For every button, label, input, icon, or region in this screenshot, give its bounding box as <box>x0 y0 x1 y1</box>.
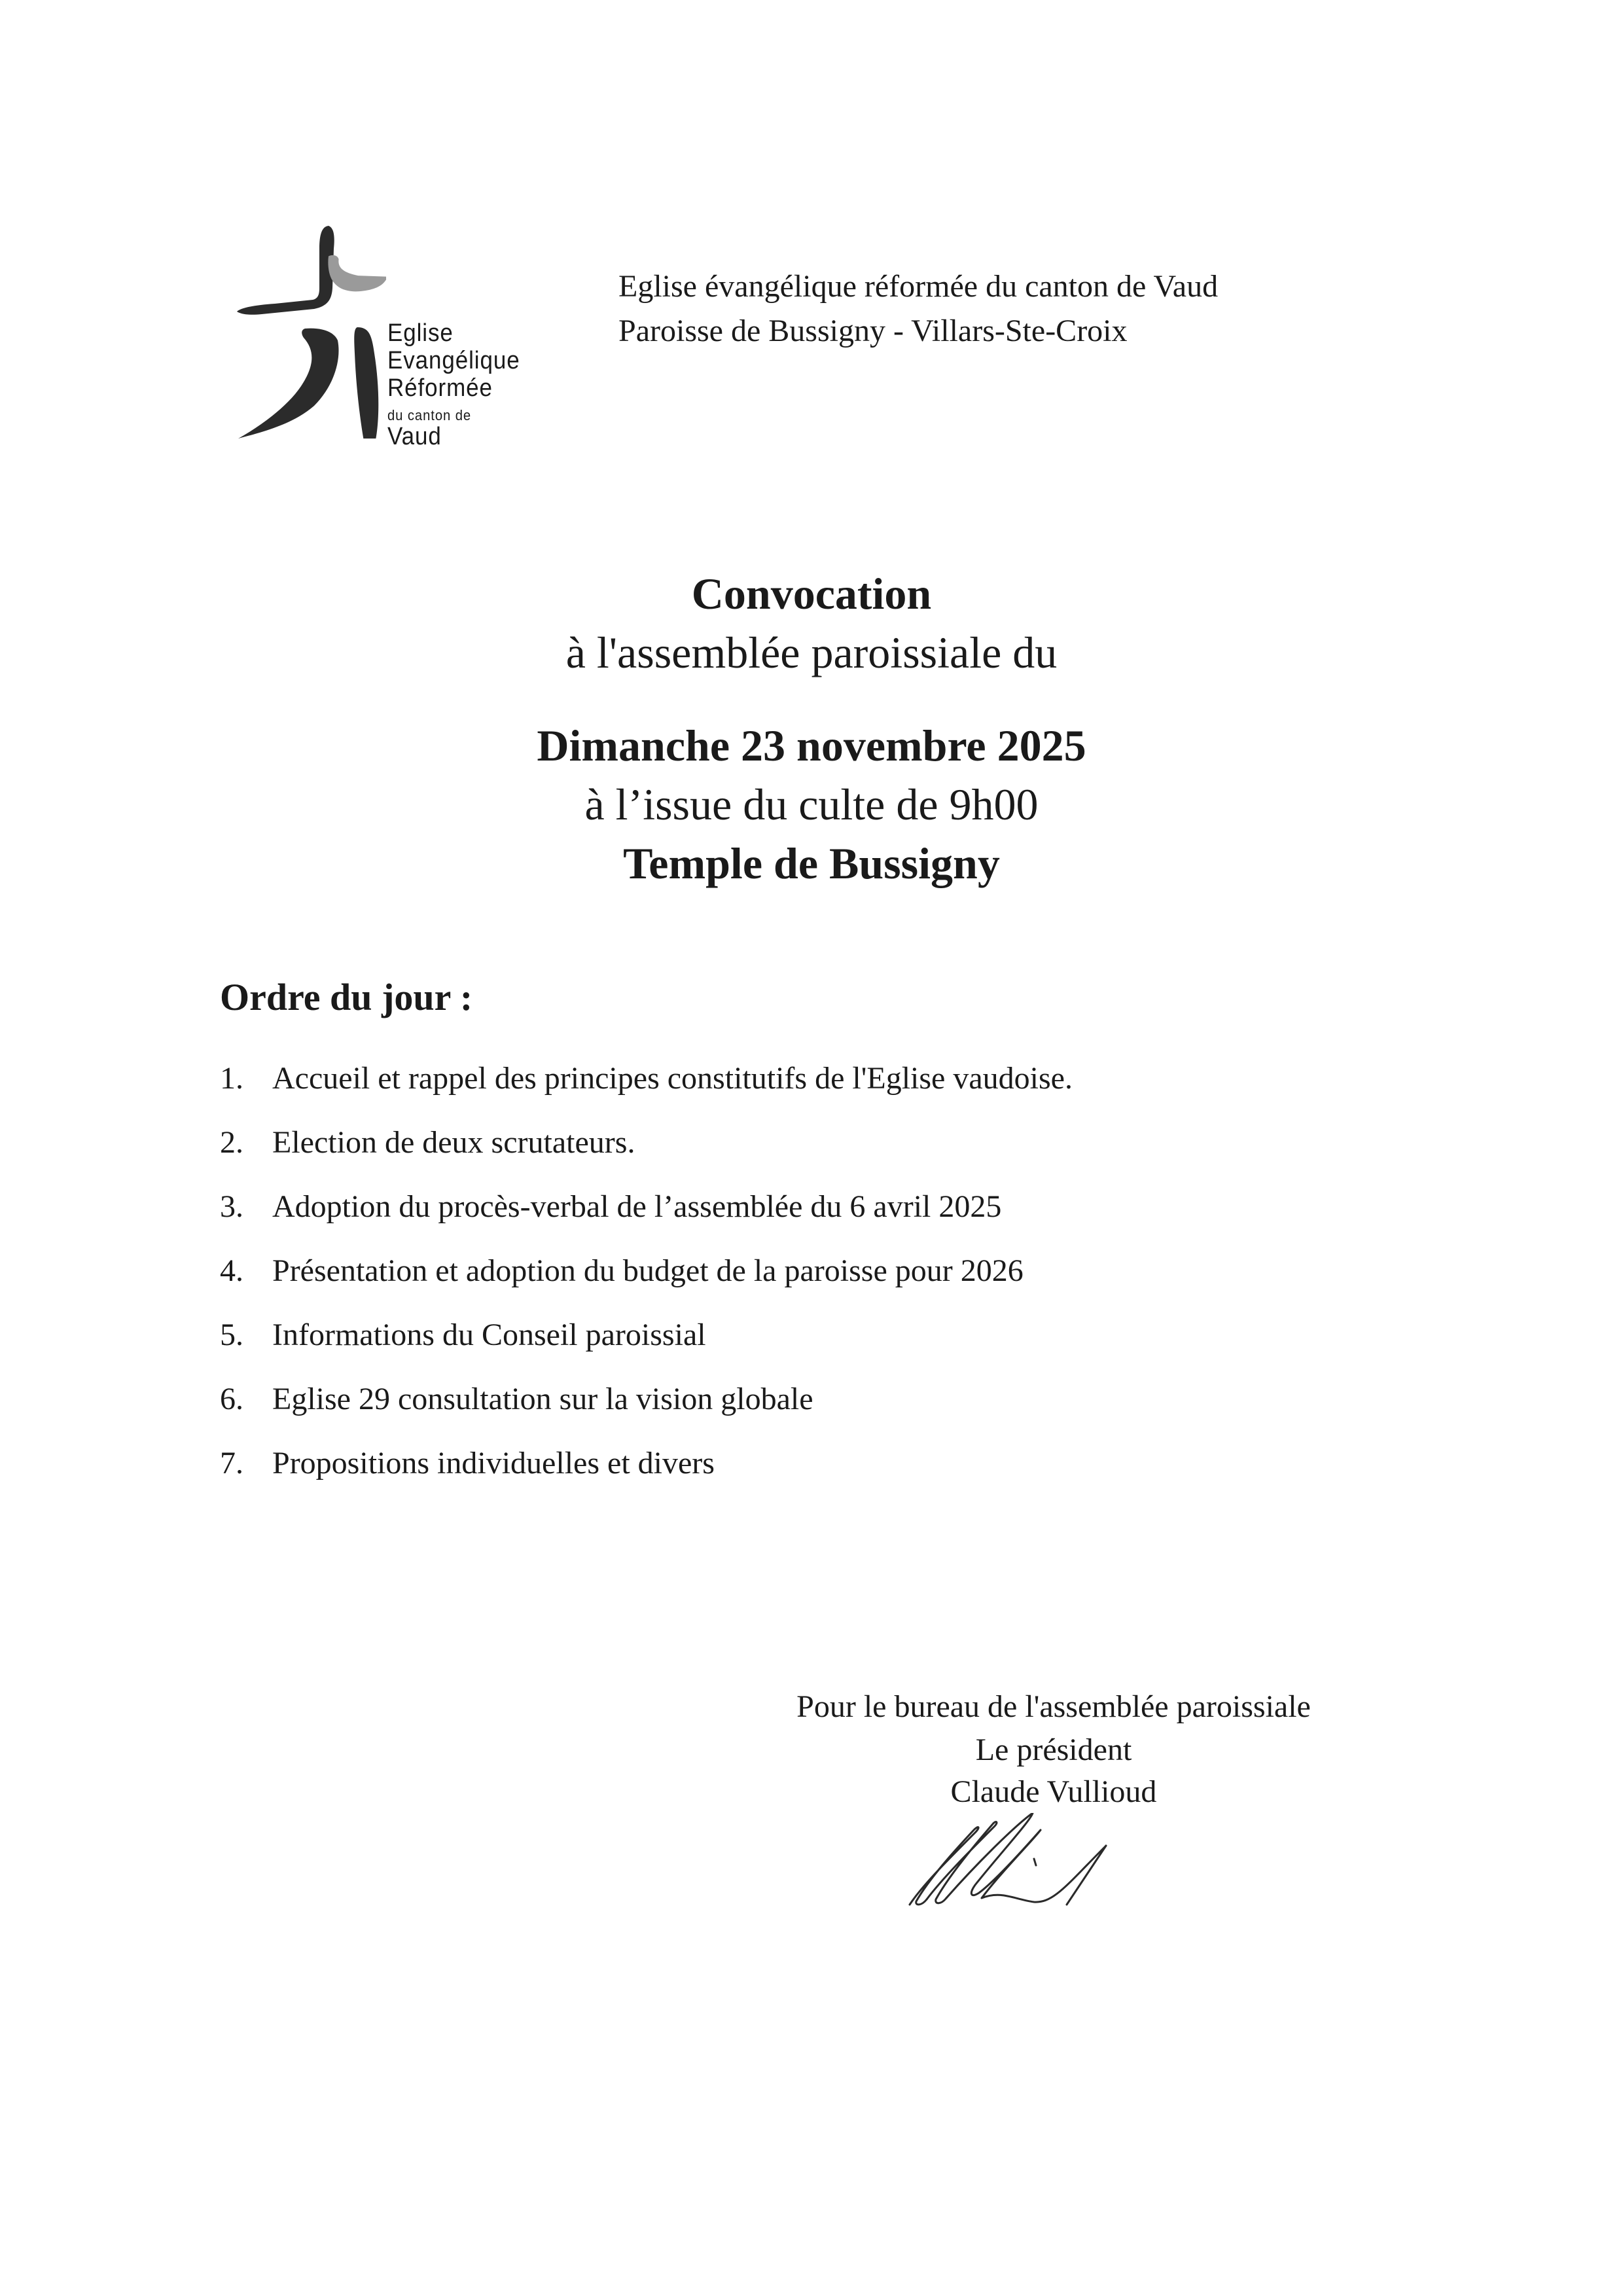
agenda-list <box>220 1060 1463 1509</box>
agenda-item-text: Election de deux scrutateurs. <box>272 1125 635 1160</box>
agenda-item-text: Accueil et rappel des principes constitutifs de l'Eglise vaudoise. <box>272 1061 1073 1096</box>
signatory-role: Le président <box>975 1732 1132 1767</box>
logo-stroke-upper-right <box>328 255 386 291</box>
agenda-item-text: Propositions individuelles et divers <box>272 1446 715 1480</box>
agenda-heading: Ordre du jour : <box>220 976 473 1018</box>
signature-on-behalf-of: Pour le bureau de l'assemblée paroissiale <box>796 1689 1311 1724</box>
logo-text-line: Evangélique <box>387 347 520 374</box>
agenda-item-number: 1. <box>220 1061 243 1096</box>
logo-text-line: du canton de <box>387 407 472 423</box>
agenda-item-text: Adoption du procès-verbal de l’assemblée du 6 avril 2025 <box>272 1189 1002 1224</box>
church-logo <box>236 223 550 458</box>
meeting-time: à l’issue du culte de 9h00 <box>584 780 1039 829</box>
cross-brushstroke-icon <box>236 223 386 439</box>
organization-name: Eglise évangélique réformée du canton de Vaud <box>618 269 1219 304</box>
agenda-item <box>220 1060 1463 1124</box>
agenda-item <box>220 1124 1463 1189</box>
agenda-item <box>220 1189 1463 1253</box>
meeting-date: Dimanche 23 novembre 2025 <box>537 721 1086 770</box>
agenda-item-text: Informations du Conseil paroissial <box>272 1318 706 1352</box>
logo-stroke-lower-left <box>238 329 339 439</box>
agenda-item-number: 3. <box>220 1189 243 1224</box>
agenda-item <box>220 1381 1463 1445</box>
logo-text-line: Vaud <box>387 423 442 450</box>
logo-text-line: Eglise <box>387 319 454 347</box>
agenda-item-text: Présentation et adoption du budget de la paroisse pour 2026 <box>272 1253 1024 1288</box>
logo-stroke-lower-right <box>354 327 378 439</box>
document-title: Convocation <box>691 569 932 619</box>
parish-name: Paroisse de Bussigny - Villars-Ste-Croix <box>618 314 1128 348</box>
agenda-item-text: Eglise 29 consultation sur la vision globale <box>272 1382 813 1416</box>
agenda-item-number: 2. <box>220 1125 243 1160</box>
agenda-item-number: 5. <box>220 1318 243 1352</box>
signatory-name: Claude Vullioud <box>950 1774 1157 1809</box>
agenda-item-number: 6. <box>220 1382 243 1416</box>
handwritten-signature-icon <box>903 1813 1243 1924</box>
agenda-item-number: 7. <box>220 1446 243 1480</box>
meeting-place: Temple de Bussigny <box>623 838 1000 888</box>
logo-text-line: Réformée <box>387 374 493 402</box>
document-subtitle: à l'assemblée paroissiale du <box>565 628 1058 677</box>
logo-stroke-upper-left <box>237 226 334 315</box>
agenda-item <box>220 1445 1463 1509</box>
agenda-item-number: 4. <box>220 1253 243 1288</box>
agenda-item <box>220 1317 1463 1381</box>
agenda-item <box>220 1253 1463 1317</box>
